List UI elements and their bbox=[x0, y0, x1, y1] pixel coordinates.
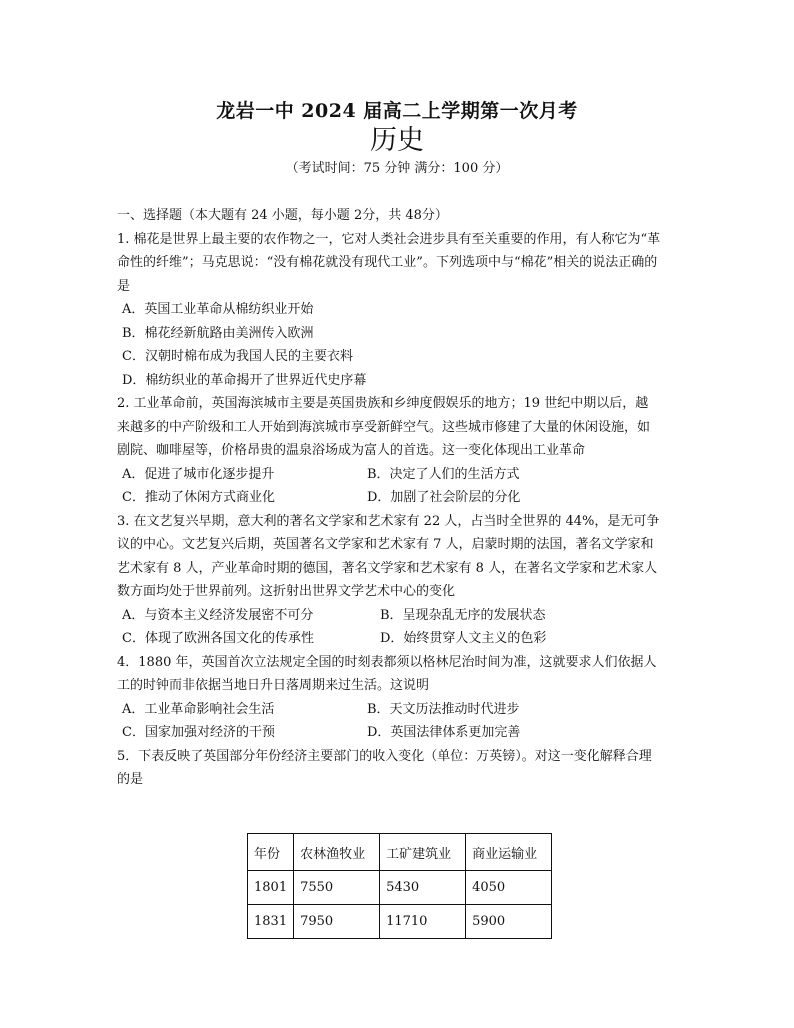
option-row bbox=[117, 698, 687, 722]
question-text: 命性的纤维”；马克思说：“没有棉花就没有现代工业”。下列选项中与“棉花”相关的说法正确的 bbox=[117, 255, 658, 270]
table-cell: 1831 bbox=[248, 905, 294, 939]
option-row bbox=[117, 604, 687, 628]
option-row bbox=[117, 721, 687, 745]
table-header-row bbox=[248, 834, 552, 871]
table-cell: 1801 bbox=[248, 871, 294, 905]
option-c: C．推动了休闲方式商业化 bbox=[122, 490, 275, 505]
table-row bbox=[248, 871, 552, 905]
question-text: 5．下表反映了英国部分年份经济主要部门的收入变化（单位：万英镑）。对这一变化解释合理 bbox=[117, 748, 652, 764]
table-header-cell: 工矿建筑业 bbox=[380, 834, 466, 871]
question-1 bbox=[117, 228, 687, 393]
option-d: D．始终贯穿人文主义的色彩 bbox=[380, 631, 547, 646]
option-a: A．英国工业革命从棉纺织业开始 bbox=[122, 302, 314, 317]
table-header-cell: 农林渔牧业 bbox=[294, 834, 380, 871]
option-d: D．英国法律体系更加完善 bbox=[367, 725, 521, 740]
option-a: A．促进了城市化逐步提升 bbox=[122, 466, 275, 482]
table-cell: 5430 bbox=[380, 871, 466, 905]
question-text: 来越多的中产阶级和工人开始到海滨城市享受新鲜空气。这些城市修建了大量的休闲设施，如 bbox=[117, 419, 651, 435]
question-text: 是 bbox=[117, 278, 131, 294]
question-text: 剧院、咖啡屋等，价格昂贵的温泉浴场成为富人的首选。这一变化体现出工业革命 bbox=[117, 443, 586, 458]
question-text: 3. 在文艺复兴早期，意大利的著名文学家和艺术家有 22 人，占当时全世界的 44%，是无可争 bbox=[117, 513, 660, 529]
table-cell: 7950 bbox=[294, 905, 380, 939]
question-text: 1. 棉花是世界上最主要的农作物之一，它对人类社会进步具有至关重要的作用，有人称它为“革 bbox=[117, 231, 661, 247]
option-b: B．天文历法推动时代进步 bbox=[367, 701, 520, 717]
table-header-cell: 年份 bbox=[248, 834, 294, 871]
table-cell: 4050 bbox=[466, 871, 552, 905]
option-a: A．工业革命影响社会生活 bbox=[122, 701, 275, 717]
option-d: D．棉纺织业的革命揭开了世界近代史序幕 bbox=[122, 372, 367, 388]
income-table bbox=[247, 833, 552, 939]
question-5 bbox=[117, 745, 687, 792]
question-text: 的是 bbox=[117, 772, 144, 787]
question-text: 4．1880 年，英国首次立法规定全国的时刻表都须以格林尼治时间为准，这就要求人们依据人 bbox=[117, 654, 657, 670]
option-c: C．国家加强对经济的干预 bbox=[122, 725, 275, 740]
question-3 bbox=[117, 510, 687, 651]
option-a: A．与资本主义经济发展密不可分 bbox=[122, 607, 314, 623]
option-row bbox=[117, 463, 687, 487]
option-row bbox=[117, 486, 687, 510]
section-title: 一、选择题（本大题有 24 小题，每小题 2分，共 48分） bbox=[117, 208, 448, 223]
table-cell: 7550 bbox=[294, 871, 380, 905]
question-text: 2. 工业革命前，英国海滨城市主要是英国贵族和乡绅度假娱乐的地方；19 世纪中期以后，越 bbox=[117, 396, 649, 411]
question-4 bbox=[117, 651, 687, 745]
option-b: B．棉花经新航路由美洲传入欧洲 bbox=[122, 325, 314, 341]
option-c: C．体现了欧洲各国文化的传承性 bbox=[122, 631, 314, 646]
exam-info: （考试时间：75 分钟 满分：100 分） bbox=[285, 161, 509, 176]
option-c: C．汉朝时棉布成为我国人民的主要衣料 bbox=[122, 349, 353, 364]
question-text: 数方面均处于世界前列。这折射出世界文学艺术中心的变化 bbox=[117, 584, 456, 599]
question-text: 议的中心。文艺复兴后期，英国著名文学家和艺术家有 7 人，启蒙时期的法国，著名文学家和 bbox=[117, 537, 654, 552]
table-cell: 5900 bbox=[466, 905, 552, 939]
question-text: 工的时钟而非依据当地日升日落周期来过生活。这说明 bbox=[117, 678, 430, 693]
subject-title: 历史 bbox=[370, 125, 424, 156]
question-text: 艺术家有 8 人，产业革命时期的德国，著名文学家和艺术家有 8 人，在著名文学家和艺术家人 bbox=[117, 560, 658, 576]
option-d: D．加剧了社会阶层的分化 bbox=[367, 490, 521, 505]
question-2 bbox=[117, 392, 687, 510]
questions-body bbox=[117, 204, 687, 792]
table-header-cell: 商业运输业 bbox=[466, 834, 552, 871]
option-row bbox=[117, 627, 687, 651]
table-cell: 11710 bbox=[380, 905, 466, 939]
table-row bbox=[248, 905, 552, 939]
exam-title: 龙岩一中 2024 届高二上学期第一次月考 bbox=[216, 100, 578, 122]
option-b: B．呈现杂乱无序的发展状态 bbox=[380, 607, 546, 623]
option-b: B．决定了人们的生活方式 bbox=[367, 466, 520, 482]
